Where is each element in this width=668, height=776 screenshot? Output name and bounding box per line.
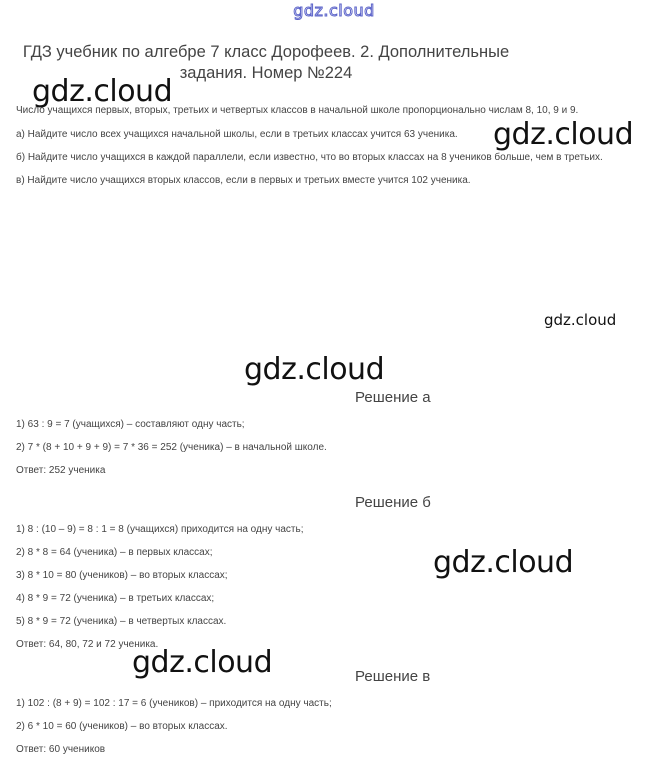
watermark: gdz.cloud bbox=[433, 545, 574, 580]
solution-c-line: 1) 102 : (8 + 9) = 102 : 17 = 6 (учеников) – приходится на одну часть; bbox=[16, 698, 332, 709]
page-title-line-1: ГДЗ учебник по алгебре 7 класс Дорофеев. 2. Дополнительные bbox=[22, 43, 510, 61]
solution-b-line: 1) 8 : (10 – 9) = 8 : 1 = 8 (учащихся) приходится на одну часть; bbox=[16, 524, 304, 535]
watermark-top: gdz.cloud bbox=[293, 1, 375, 20]
watermark: gdz.cloud bbox=[544, 311, 617, 329]
solution-c-heading: Решение в bbox=[355, 668, 431, 685]
solution-b-heading: Решение б bbox=[355, 494, 431, 511]
solution-c-answer: Ответ: 60 учеников bbox=[16, 744, 106, 755]
problem-intro: Число учащихся первых, вторых, третьих и четвертых классов в начальной школе пропорционально числам 8, 10, 9 и 9. bbox=[16, 105, 579, 116]
solution-b-answer: Ответ: 64, 80, 72 и 72 ученика. bbox=[16, 639, 159, 650]
solution-b-line: 2) 8 * 8 = 64 (ученика) – в первых классах; bbox=[16, 547, 213, 558]
solution-b-line: 3) 8 * 10 = 80 (учеников) – во вторых классах; bbox=[16, 570, 228, 581]
solution-a-line: 2) 7 * (8 + 10 + 9 + 9) = 7 * 36 = 252 (ученика) – в начальной школе. bbox=[16, 442, 327, 453]
page-title-line-2: задания. Номер №224 bbox=[179, 64, 353, 82]
solution-a-answer: Ответ: 252 ученика bbox=[16, 465, 106, 476]
watermark: gdz.cloud bbox=[32, 74, 173, 109]
problem-part-b: б) Найдите число учащихся в каждой параллели, если известно, что во вторых классах на 8 учеников больше, чем в третьих. bbox=[16, 152, 603, 163]
solution-b-line: 4) 8 * 9 = 72 (ученика) – в третьих классах; bbox=[16, 593, 215, 604]
solution-a-line: 1) 63 : 9 = 7 (учащихся) – составляют одну часть; bbox=[16, 419, 245, 430]
watermark: gdz.cloud bbox=[493, 117, 634, 152]
problem-part-c: в) Найдите число учащихся вторых классов, если в первых и третьих вместе учится 102 ученика. bbox=[16, 175, 471, 186]
watermark: gdz.cloud bbox=[244, 352, 385, 387]
watermark: gdz.cloud bbox=[132, 645, 273, 680]
solution-a-heading: Решение а bbox=[355, 389, 431, 406]
solution-b-line: 5) 8 * 9 = 72 (ученика) – в четвертых классах. bbox=[16, 616, 227, 627]
problem-part-a: а) Найдите число всех учащихся начальной школы, если в третьих классах учится 63 ученика. bbox=[16, 129, 458, 140]
solution-c-line: 2) 6 * 10 = 60 (учеников) – во вторых классах. bbox=[16, 721, 228, 732]
